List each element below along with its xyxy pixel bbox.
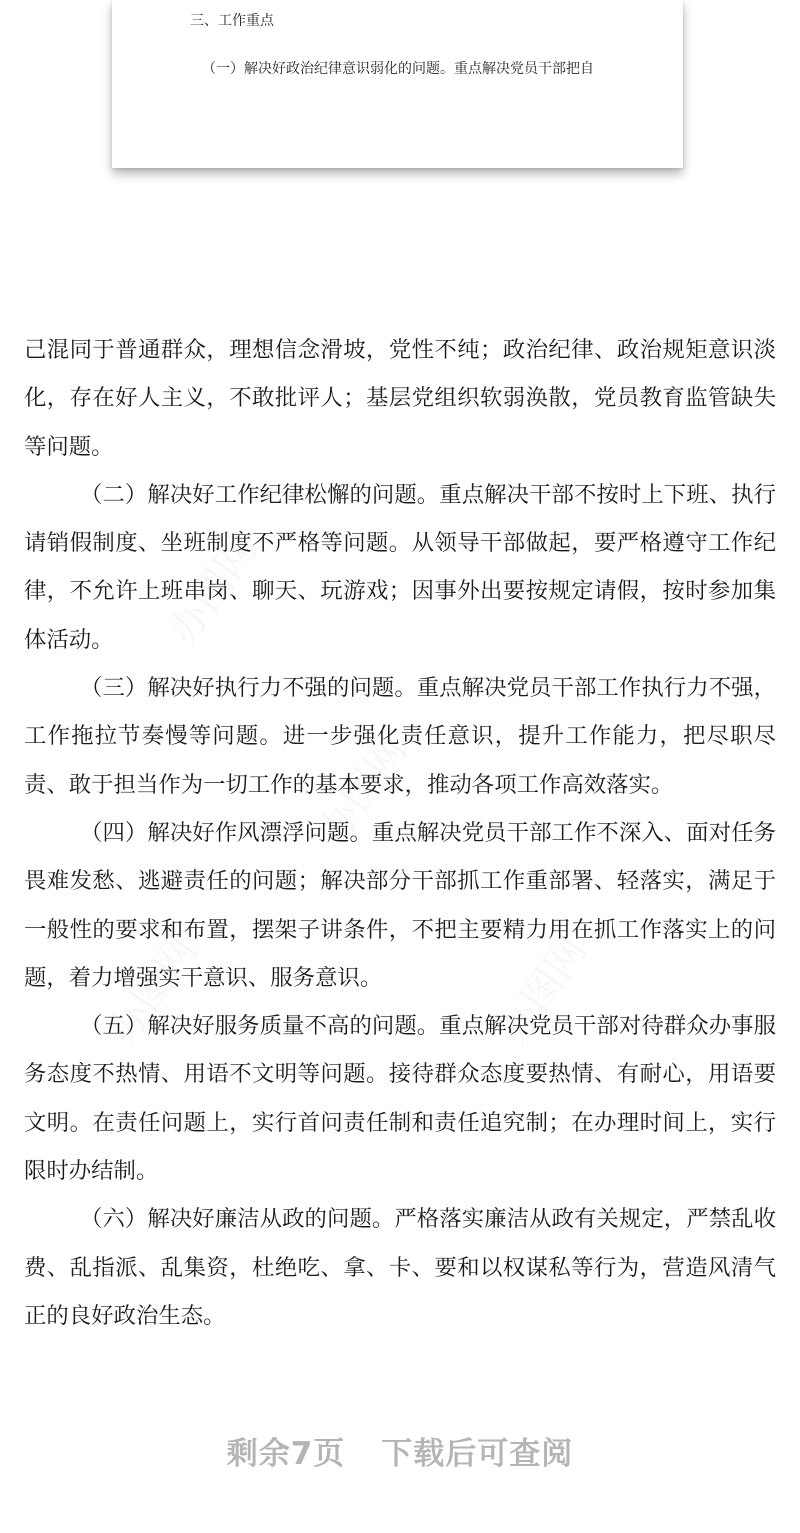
paragraph-work-style: （四）解决好作风漂浮问题。重点解决党员干部工作不深入、面对任务畏难发愁、逃避责任的问题；解决部分干部抓工作重部署、轻落实，满足于一般性的要求和布置，摆架子讲条件，不把主要精力用在抓工作落实上的问题，着力增强实干意识、服务意识。 bbox=[24, 819, 776, 991]
paragraph-service-quality: （五）解决好服务质量不高的问题。重点解决党员干部对待群众办事服务态度不热情、用语不文明等问题。接待群众态度要热情、有耐心，用语要文明。在责任问题上，实行首问责任制和责任追究制；在办理时间上，实行限时办结制。 bbox=[24, 1013, 776, 1185]
document-body bbox=[24, 326, 776, 1340]
document-preview-card bbox=[112, 0, 683, 168]
watermark: 办图网 bbox=[489, 928, 597, 1053]
paragraph-integrity: （六）解决好廉洁从政的问题。严格落实廉洁从政有关规定，严禁乱收费、乱指派、乱集资，杜绝吃、拿、卡、要和以权谋私等行为，营造风清气正的良好政治生态。 bbox=[24, 1206, 776, 1329]
paragraph-execution: （三）解决好执行力不强的问题。重点解决党员干部工作执行力不强，工作拖拉节奏慢等问题。进一步强化责任意识，提升工作能力，把尽职尽责、敢于担当作为一切工作的基本要求，推动各项工作高效落实。 bbox=[24, 675, 776, 798]
preview-section-heading: 三、工作重点 bbox=[190, 13, 274, 29]
preview-first-line: （一）解决好政治纪律意识弱化的问题。重点解决党员干部把自 bbox=[202, 61, 594, 77]
watermark: 办图网 bbox=[99, 928, 207, 1053]
watermark: 办图网 bbox=[159, 528, 267, 653]
paragraph-continuation: 己混同于普通群众，理想信念滑坡，党性不纯；政治纪律、政治规矩意识淡化，存在好人主义，不敢批评人；基层党组织软弱涣散，党员教育监管缺失等问题。 bbox=[24, 337, 776, 460]
download-prompt[interactable] bbox=[0, 1428, 800, 1473]
watermark: 办图网 bbox=[309, 728, 417, 853]
paragraph-work-discipline: （二）解决好工作纪律松懈的问题。重点解决干部不按时上下班、执行请销假制度、坐班制度不严格等问题。从领导干部做起，要严格遵守工作纪律，不允许上班串岗、聊天、玩游戏；因事外出要按规定请假，按时参加集体活动。 bbox=[24, 481, 776, 653]
download-to-view-label[interactable]: 下载后可查阅 bbox=[381, 1436, 574, 1472]
remaining-pages-label: 剩余7页 bbox=[226, 1436, 346, 1472]
